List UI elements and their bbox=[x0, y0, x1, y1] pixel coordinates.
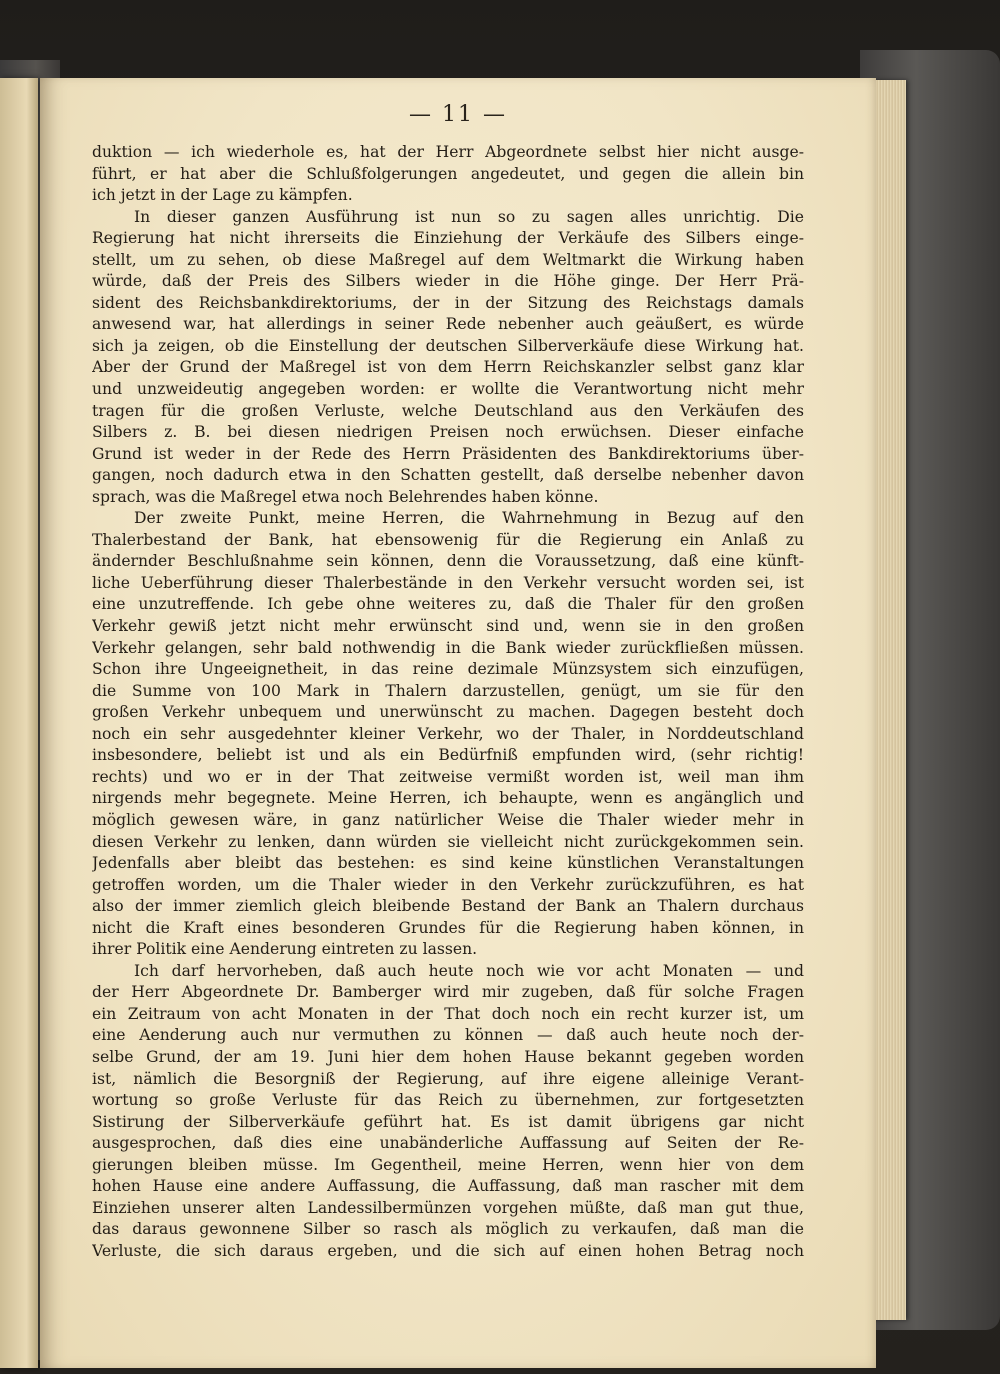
body-text bbox=[92, 142, 804, 1262]
text-line: Der zweite Punkt, meine Herren, die Wahrnehmung in Bezug auf den bbox=[134, 509, 804, 528]
text-line: diesen Verkehr zu lenken, dann würden sie vielleicht nicht zurückgekommen sein. bbox=[92, 832, 804, 851]
text-line: Thalerbestand der Bank, hat ebensowenig für die Regierung ein Anlaß zu bbox=[92, 530, 804, 549]
text-line: anwesend war, hat allerdings in seiner Rede nebenher auch geäußert, es würde bbox=[92, 315, 804, 334]
text-line: In dieser ganzen Ausführung ist nun so zu sagen alles unrichtig. Die bbox=[134, 207, 804, 226]
text-line: Verluste, die sich daraus ergeben, und die sich auf einen hohen Betrag noch bbox=[92, 1241, 804, 1260]
text-line: also der immer ziemlich gleich bleibende Bestand der Bank an Thalern durchaus bbox=[92, 897, 804, 916]
text-line: selbe Grund, der am 19. Juni hier dem hohen Hause bekannt gegeben worden bbox=[92, 1047, 804, 1066]
text-line: Aber der Grund der Maßregel ist von dem Herrn Reichskanzler selbst ganz klar bbox=[92, 358, 804, 377]
text-line: Silbers z. B. bei diesen niedrigen Preisen noch erwüchsen. Dieser einfache bbox=[92, 423, 804, 442]
text-line: ändernder Beschlußnahme sein können, denn die Voraussetzung, daß eine künft- bbox=[92, 552, 804, 571]
text-line: ihrer Politik eine Aenderung eintreten zu lassen. bbox=[92, 940, 478, 959]
text-line: eine Aenderung auch nur vermuthen zu können — daß auch heute noch der- bbox=[92, 1026, 804, 1045]
text-line: wortung so große Verluste für das Reich zu übernehmen, zur fortgesetzten bbox=[92, 1091, 804, 1110]
text-line: Verkehr gelangen, sehr bald nothwendig in die Bank wieder zurückfließen müssen. bbox=[92, 638, 804, 657]
text-line: ein Zeitraum von acht Monaten in der That doch noch ein recht kurzer ist, um bbox=[92, 1004, 804, 1023]
text-line: die Summe von 100 Mark in Thalern darzustellen, genügt, um sie für den bbox=[92, 681, 804, 700]
text-line: gierungen bleiben müsse. Im Gegentheil, meine Herren, wenn hier von dem bbox=[92, 1155, 804, 1174]
text-line: noch ein sehr ausgedehnter kleiner Verkehr, wo der Thaler, in Norddeutschland bbox=[92, 724, 804, 743]
text-line: hohen Hause eine andere Auffassung, die Auffassung, daß man rascher mit dem bbox=[92, 1177, 804, 1196]
text-line: tragen für die großen Verluste, welche Deutschland aus den Verkäufen des bbox=[92, 401, 804, 420]
text-line: sident des Reichsbankdirektoriums, der in der Sitzung des Reichstags damals bbox=[92, 293, 804, 312]
text-line: insbesondere, beliebt ist und als ein Bedürfniß empfunden wird, (sehr richtig! bbox=[92, 746, 804, 765]
text-line: führt, er hat aber die Schlußfolgerungen angedeutet, und gegen die allein bin bbox=[92, 164, 804, 183]
text-line: eine unzutreffende. Ich gebe ohne weiteres zu, daß die Thaler für den großen bbox=[92, 595, 804, 614]
text-line: ausgesprochen, daß dies eine unabänderliche Auffassung auf Seiten der Re- bbox=[92, 1134, 804, 1153]
text-line: ist, nämlich die Besorgniß der Regierung, auf ihre eigene alleinige Verant- bbox=[92, 1069, 804, 1088]
text-line: großen Verkehr unbequem und unerwünscht zu machen. Dagegen besteht doch bbox=[92, 703, 804, 722]
text-line: sich ja zeigen, ob die Einstellung der deutschen Silberverkäufe diese Wirkung hat. bbox=[92, 336, 804, 355]
text-line: Grund ist weder in der Rede des Herrn Präsidenten des Bankdirektoriums über- bbox=[92, 444, 804, 463]
book-page bbox=[40, 78, 876, 1368]
text-line: und unzweideutig angegeben worden: er wollte die Verantwortung nicht mehr bbox=[92, 380, 804, 399]
text-line: der Herr Abgeordnete Dr. Bamberger wird mir zugeben, daß für solche Fragen bbox=[92, 983, 804, 1002]
text-line: würde, daß der Preis des Silbers wieder in die Höhe ginge. Der Herr Prä- bbox=[92, 272, 804, 291]
text-line: Jedenfalls aber bleibt das bestehen: es sind keine künstlichen Veranstaltungen bbox=[92, 854, 804, 873]
text-line: das daraus gewonnene Silber so rasch als möglich zu verkaufen, daß man die bbox=[92, 1220, 804, 1239]
text-line: sprach, was die Maßregel etwa noch Belehrendes haben könne. bbox=[92, 487, 599, 506]
text-line: getroffen worden, um die Thaler wieder in den Verkehr zurückzuführen, es hat bbox=[92, 875, 804, 894]
text-line: nicht die Kraft eines besonderen Grundes für die Regierung haben können, in bbox=[92, 918, 804, 937]
facing-page-edge bbox=[0, 78, 38, 1368]
text-line: Einziehen unserer alten Landessilbermünzen vorgehen müßte, daß man gut thue, bbox=[92, 1198, 804, 1217]
text-line: Regierung hat nicht ihrerseits die Einziehung der Verkäufe des Silbers einge- bbox=[92, 229, 804, 248]
page-number: — 11 — bbox=[409, 102, 507, 127]
text-line: möglich gewesen wäre, in ganz natürlicher Weise die Thaler wieder mehr in bbox=[92, 810, 804, 829]
text-line: duktion — ich wiederhole es, hat der Herr Abgeordnete selbst hier nicht ausge- bbox=[92, 143, 804, 161]
text-line: Schon ihre Ungeeignetheit, in das reine dezimale Münzsystem sich einzufügen, bbox=[92, 660, 804, 679]
text-line: Ich darf hervorheben, daß auch heute noch wie vor acht Monaten — und bbox=[134, 961, 804, 980]
text-line: gangen, noch dadurch etwa in den Schatten gestellt, daß derselbe nebenher davon bbox=[92, 466, 804, 485]
text-line: Sistirung der Silberverkäufe geführt hat. Es ist damit übrigens gar nicht bbox=[92, 1112, 804, 1131]
text-line: stellt, um zu sehen, ob diese Maßregel auf dem Weltmarkt die Wirkung haben bbox=[92, 250, 804, 269]
text-line: Verkehr gewiß jetzt nicht mehr erwünscht sind und, wenn sie in den großen bbox=[92, 617, 804, 636]
text-line: ich jetzt in der Lage zu kämpfen. bbox=[92, 186, 353, 205]
text-line: rechts) und wo er in der That zeitweise vermißt worden ist, weil man ihm bbox=[92, 767, 804, 786]
text-line: liche Ueberführung dieser Thalerbestände in den Verkehr versucht worden sei, ist bbox=[92, 573, 804, 592]
page-stack-edges bbox=[872, 80, 906, 1320]
text-line: nirgends mehr begegnete. Meine Herren, ich behaupte, wenn es angänglich und bbox=[92, 789, 804, 808]
